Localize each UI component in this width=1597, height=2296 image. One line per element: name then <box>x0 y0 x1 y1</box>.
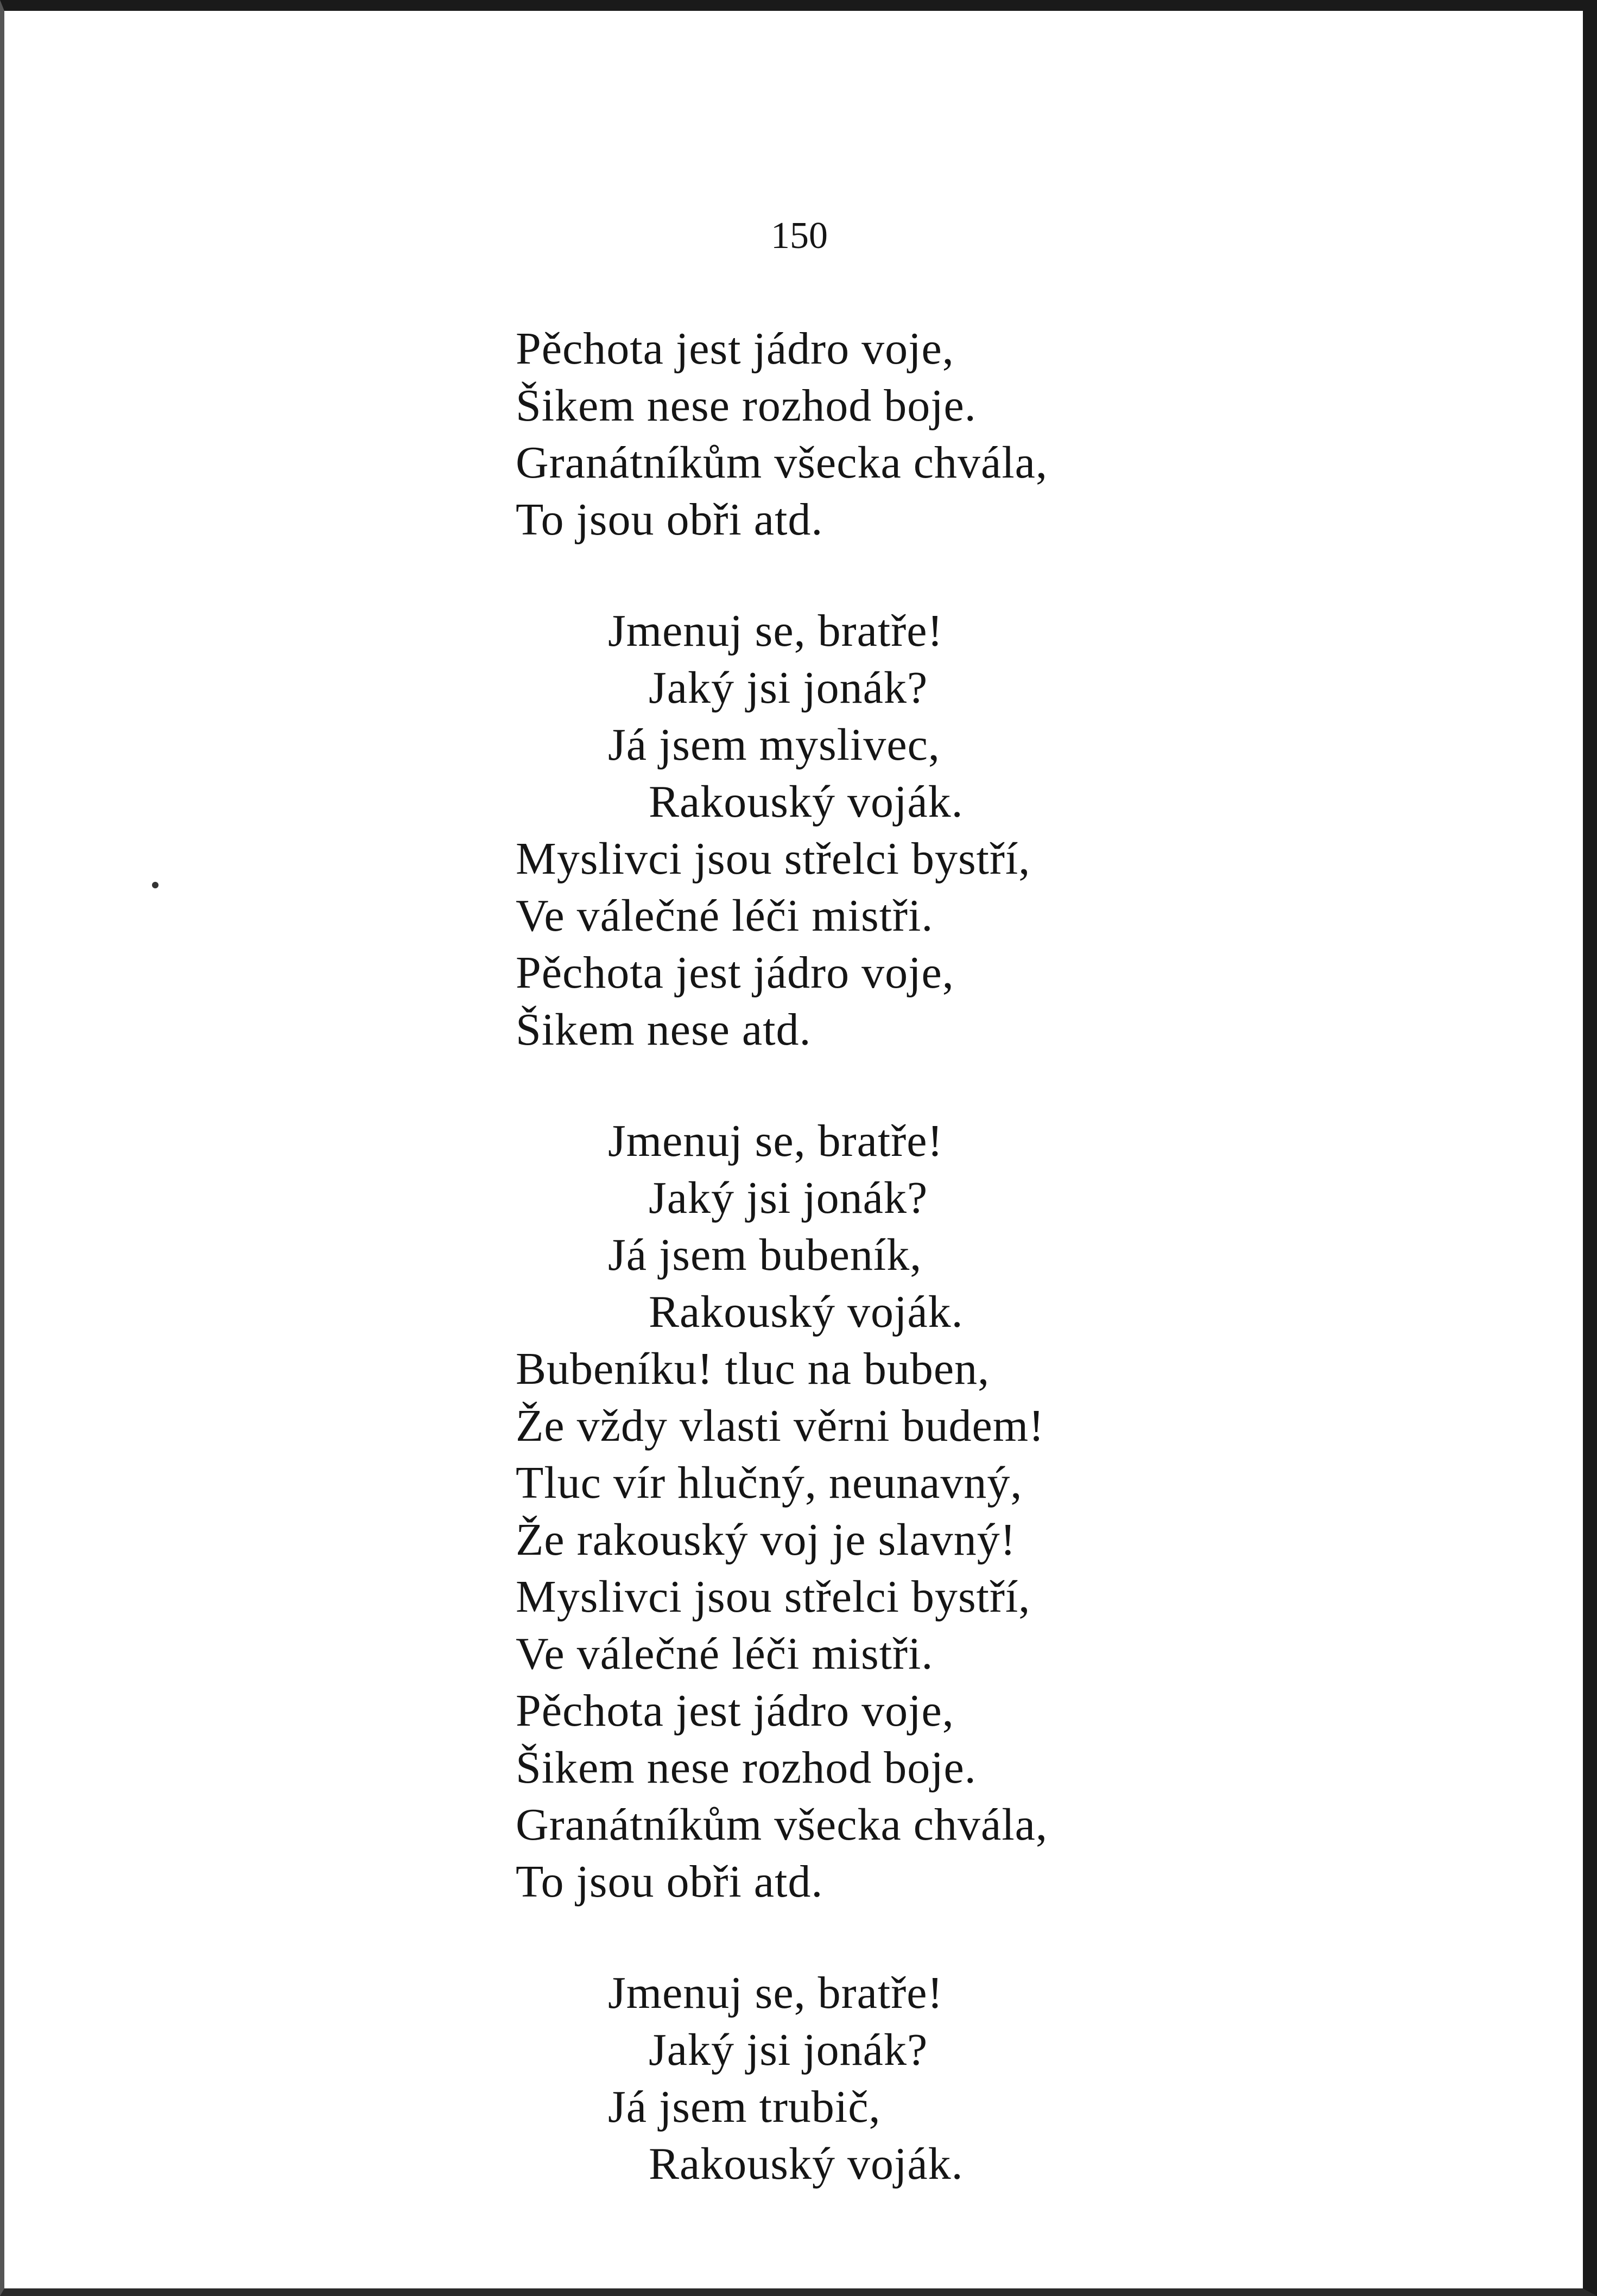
verse-line: Tluc vír hlučný, neunavný, <box>516 1458 1023 1508</box>
verse-line: Bubeníku! tluc na buben, <box>516 1344 990 1394</box>
verse-line: Jmenuj se, bratře! <box>608 1968 943 2018</box>
verse-line: Že vždy vlasti věrni budem! <box>516 1401 1045 1451</box>
verse-line: Rakouský voják. <box>649 777 964 827</box>
verse-line: Jaký jsi jonák? <box>649 2025 928 2075</box>
verse-line: Pěchota jest jádro voje, <box>516 323 954 374</box>
verse-line: Já jsem myslivec, <box>608 720 940 770</box>
verse-line: Granátníkům všecka chvála, <box>516 437 1048 488</box>
verse-line: Šikem nese rozhod boje. <box>516 1742 977 1793</box>
verse-line: Jmenuj se, bratře! <box>608 1116 943 1166</box>
stanza <box>516 1112 1167 1910</box>
paper-speck <box>152 882 159 888</box>
verse-line: Jmenuj se, bratře! <box>608 606 943 656</box>
stanza <box>516 602 1167 1058</box>
verse-line: Myslivci jsou střelci bystří, <box>516 1572 1031 1622</box>
verse-line: To jsou obři atd. <box>516 494 823 545</box>
verse-line: Jaký jsi jonák? <box>649 663 928 713</box>
verse-line: Já jsem bubeník, <box>608 1230 922 1280</box>
verse-line: Granátníkům všecka chvála, <box>516 1799 1048 1850</box>
verse-line: Já jsem trubič, <box>608 2082 881 2132</box>
verse-line: Pěchota jest jádro voje, <box>516 947 954 998</box>
verse-line: Pěchota jest jádro voje, <box>516 1686 954 1736</box>
verse-line: Šikem nese rozhod boje. <box>516 380 977 431</box>
poem-body <box>516 320 1167 2192</box>
verse-line: To jsou obři atd. <box>516 1856 823 1907</box>
verse-line: Jaký jsi jonák? <box>649 1173 928 1223</box>
stanza <box>516 1964 1167 2192</box>
verse-line: Myslivci jsou střelci bystří, <box>516 834 1031 884</box>
page-number: 150 <box>771 215 828 257</box>
verse-line: Rakouský voják. <box>649 1287 964 1337</box>
stanza <box>516 320 1167 548</box>
verse-line: Ve válečné léči mistři. <box>516 1629 934 1679</box>
verse-line: Ve válečné léči mistři. <box>516 891 934 941</box>
verse-line: Rakouský voják. <box>649 2139 964 2189</box>
verse-line: Že rakouský voj je slavný! <box>516 1515 1016 1565</box>
verse-line: Šikem nese atd. <box>516 1004 812 1055</box>
